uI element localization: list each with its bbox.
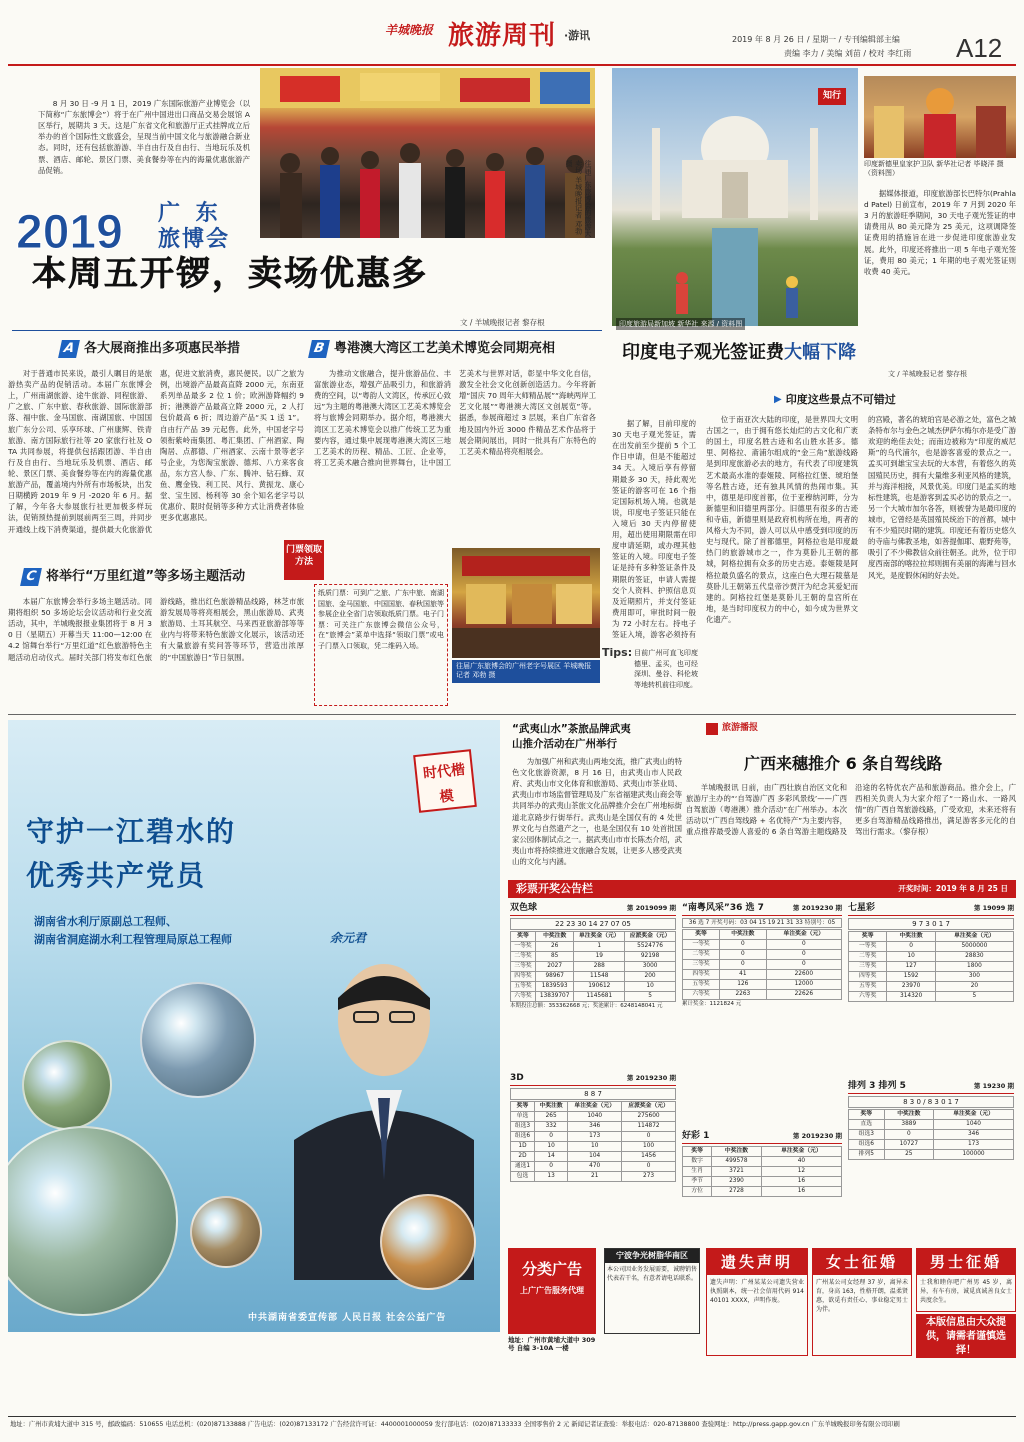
section-c-badge: C [20, 568, 42, 586]
fc3d-cell: 332 [534, 1122, 567, 1132]
expo-photo-caption: 往届广东旅博会的旅游大卖场 羊城晚报记者 邓勃 摄 [565, 160, 592, 237]
taj-mahal-photo [612, 68, 858, 326]
india-tips-text: 目前广州可直飞印度德里、孟买，也可经深圳、曼谷、科伦坡等地转机前往印度。 [634, 649, 698, 689]
fc3d-block [510, 1072, 676, 1182]
pl35-cell: 100000 [934, 1150, 1014, 1160]
qxc-row [849, 992, 1014, 1002]
guangxi-section-label [706, 722, 758, 735]
pl35-cell: 组选6 [849, 1140, 885, 1150]
pl35-issue: 第 19230 期 [973, 1081, 1014, 1090]
hy1-cell: 2390 [712, 1177, 762, 1187]
ad-subtitle-2: 湖南省洞庭湖水利工程管理局原总工程师 [34, 933, 232, 946]
taj-caption: 印度旅游局新加坡 新华社 来源 / 资料图 [616, 318, 745, 330]
qxc-cell: 28830 [935, 952, 1013, 962]
fc3d-name: 3D [510, 1073, 524, 1083]
hy1-cell: 16 [761, 1187, 841, 1197]
qxc-block [848, 902, 1014, 1002]
hy1-cell: 499578 [712, 1157, 762, 1167]
qxc-name: 七星彩 [848, 903, 876, 913]
qxc-cell: 1800 [935, 962, 1013, 972]
ssq-block [510, 902, 676, 1010]
india-headline [622, 340, 856, 366]
fc3d-issue: 第 2019230 期 [626, 1073, 676, 1082]
ad-sponsor: 中共湖南省委宣传部 人民日报 社会公益广告 [248, 1313, 447, 1323]
section-b-title: 粤港澳大湾区工艺美术博览会同期亮相 [334, 341, 556, 356]
ssq-cell: 二等奖 [511, 952, 536, 962]
qxc-cell: 四等奖 [849, 972, 887, 982]
fc3d-cell: 104 [568, 1152, 622, 1162]
class-notice: 本版信息由大众提供，请需者谨慎选择！ [916, 1314, 1016, 1358]
qxc-cell: 23970 [887, 982, 935, 992]
pl35-cell: 10727 [884, 1140, 933, 1150]
ssq-cell: 98967 [535, 972, 573, 982]
expo-headline: 本周五开锣，卖场优惠多 [32, 254, 428, 294]
ssq-cell: 四等奖 [511, 972, 536, 982]
ssq-cell: 1145681 [574, 992, 625, 1002]
pl35-cell: 346 [934, 1130, 1014, 1140]
hy1-cell: 季节 [683, 1177, 712, 1187]
pl35-numbers: 8 3 0 / 8 3 0 1 7 [848, 1096, 1014, 1108]
qxc-row [849, 952, 1014, 962]
pl35-row [849, 1130, 1014, 1140]
ssq-note: 本期投注总额：353362668 元；奖池累计：6248148041 元 [510, 1003, 663, 1010]
india-byline: 文 / 羊城晚报记者 黎存根 [888, 370, 968, 378]
wuyi-title [512, 722, 684, 752]
fc3d-cell: 0 [622, 1132, 676, 1142]
pl35-table [848, 1109, 1014, 1160]
section-a-heading [60, 340, 240, 359]
qxc-cell: 0 [887, 942, 935, 952]
fc3d-cell: 0 [622, 1162, 676, 1172]
subsection-title: ·游讯 [564, 29, 591, 42]
qxc-row [849, 942, 1014, 952]
bubble-photo-4 [190, 1196, 262, 1268]
expo-photo-2 [452, 548, 600, 658]
guard-photo [864, 76, 1016, 158]
nfcy-header-cell: 奖等 [683, 930, 720, 940]
india-headline-b: 大幅下降 [784, 342, 856, 363]
lost-text: 遗失声明：广州某某公司遗失营业执照副本，统一社会信用代码 91440101 XXXX，声明作废。 [710, 1279, 804, 1304]
qxc-cell: 20 [935, 982, 1013, 992]
company-title: 宁波争光树脂华南区 [605, 1249, 699, 1263]
pl35-cell: 组选3 [849, 1130, 885, 1140]
nfcy-row [683, 950, 842, 960]
issue-date: 2019 年 8 月 26 日 / 星期一 / 专刊编辑部主编 [732, 35, 900, 44]
nfcy-cell: 0 [766, 950, 841, 960]
ssq-cell: 2027 [535, 962, 573, 972]
nfcy-row [683, 970, 842, 980]
hy1-cell: 3721 [712, 1167, 762, 1177]
nfcy-cell: 126 [720, 980, 767, 990]
pl35-row [849, 1120, 1014, 1130]
pl35-header-cell: 中奖注数 [884, 1110, 933, 1120]
india-lead: 据媒体报道，印度旅游部长巴特尔(Prahlad Patel) 日前宣布，2019 年 7 月到 2020 年 3 月的旅游旺季期间，30 天电子观光签证的申请费用从 80 美元降为 25 美元，这项调降签证费用的措施旨在进一步促进印度旅游业发展。此外，印度还将推出一项 5 年电子观光签证，费用 80 美元；1 年期的电子观光签证则收费 40 美元。 [864, 189, 1016, 276]
india-sub-title: 印度这些景点不可错过 [785, 393, 896, 406]
fc3d-cell: 100 [622, 1142, 676, 1152]
nfcy-header-cell: 中奖注数 [720, 930, 767, 940]
pl35-cell: 25 [884, 1150, 933, 1160]
fc3d-row [511, 1172, 676, 1182]
section-a-text: 对于普通市民来说，最引人瞩目的是旅游热卖产品的促销活动。本届广东旅博会上，广州南湖旅游、途牛旅游、同程旅游、广之旅、广东中旅、春秋旅游、国际旅游部落、福中旅、金马国旅、南湖国旅、中国国旅广东分公司、乐享环球、广州康辉、铁青旅游、南方国际旅行社等 20 家旅行社及 OTA 共同参展，将提供包括跟团游、半自由行及自由行、当地玩乐及机票、酒店、邮轮、景区门票、美食餐券等在内的海量优惠旅游产品，覆盖境内外所有市场板块，出发日期横跨 2019 年 9 月 -2020 年 6 月。据了解，今年各大参展旅行社更加极多样玩法，促销预热提前到展前两至三周，并同步开通线上线下消费渠道，提供最大化旅游优惠，促进文旅消费，惠民便民。以广之旅为例，出境游产品最高直降 2000 元，东南亚系列单品最多 2 位 1 价；欧洲游降幅约 9 折；港澳游产品最高立降 2000 元，2 人打包价最高 6 折；周边游产品“买 1 送 1”。自由行产品 39 元起售。此外，中国老字号领衔紫岭南集团、粤汇集团、广州酒家、陶陶居、点都德、广州酒家、云南十景等老字号企业，为您淘宝旅游、德邦、八方来客食品，东方宫人参、广东、腾冲、钻石蜂、双鱼、鹰金钱、利工民、风行、黄振龙、康心堂、宝生园、杨利等 30 余个知名老字号以优惠价、限时促销等多种方式让消费者体验更多优惠惠民。 [8, 369, 304, 534]
ssq-header-cell: 中奖注数 [535, 932, 573, 942]
qxc-cell: 三等奖 [849, 962, 887, 972]
fc3d-cell: 21 [568, 1172, 622, 1182]
hy1-cell: 方位 [683, 1187, 712, 1197]
fc3d-cell: 1D [511, 1142, 535, 1152]
fc3d-cell: 2D [511, 1152, 535, 1162]
female-text: 广州某公司女经理 37 岁，离异未育，身高 163，性格开朗，温柔贤惠，欲觅有责任心、事业稳定男士为伴。 [816, 1279, 908, 1313]
class-main-box [508, 1248, 596, 1334]
fc3d-numbers: 8 8 7 [510, 1088, 676, 1100]
qxc-cell: 5 [935, 992, 1013, 1002]
section-b-heading [310, 340, 555, 359]
male-text: 士我和睦你吧广州男 45 岁，离异，有车有房，诚觅真诚善良女士共度余生。 [920, 1279, 1012, 1304]
masthead-rule [8, 64, 1016, 66]
ad-subtitle-1: 湖南省水利厅原副总工程师、 [34, 915, 177, 928]
bubble-photo-3 [8, 1126, 178, 1316]
lottery-header [508, 880, 1016, 898]
ssq-cell: 三等奖 [511, 962, 536, 972]
expo-intro: 8 月 30 日 -9 月 1 日，2019 广东国际旅游产业博览会（以下简称“广东旅博会”）将于在广州中国进出口商品交易会展馆 A 区举行，展期共 3 天。这是广东省文化和旅游厅正式挂牌成立后举办的首个国际性文旅盛会，呈现当前中国文化与旅游融合新业态。同时，还有包括旅游游、半自由行及自由行、当地玩乐及机票、酒店、邮轮、景区门票、美食餐券等在内的海量优惠旅游产品促销。 [38, 99, 250, 175]
ssq-cell: 六等奖 [511, 992, 536, 1002]
india-headline-a: 印度电子观光签证费 [622, 342, 784, 363]
qxc-cell: 一等奖 [849, 942, 887, 952]
ssq-cell: 288 [574, 962, 625, 972]
ssq-header-cell: 奖等 [511, 932, 536, 942]
fc3d-row [511, 1112, 676, 1122]
hy1-row [683, 1167, 842, 1177]
hy1-row [683, 1187, 842, 1197]
nfcy-row [683, 940, 842, 950]
flag-icon [706, 723, 718, 735]
ssq-cell: 1 [574, 942, 625, 952]
triangle-icon: ▶ [774, 393, 782, 405]
section-b-badge: B [308, 340, 330, 358]
nfcy-cell: 0 [766, 960, 841, 970]
fc3d-row [511, 1152, 676, 1162]
ticket-text: 纸质门票：可到广之旅、广东中旅、南湖国旅、金马国旅、中国国旅、春秋国旅等参展企业全省门店领取纸质门票。电子门票：可关注广东旅博会微信公众号，在“旅博会”菜单中选择“领取门票”或电子门票入口领取，凭二维码入场。 [314, 584, 448, 706]
pl35-cell: 1040 [934, 1120, 1014, 1130]
nfcy-cell: 0 [720, 960, 767, 970]
mid-rule [8, 714, 1016, 715]
ssq-cell: 190612 [574, 982, 625, 992]
fc3d-cell: 1040 [568, 1112, 622, 1122]
qxc-header-cell: 奖等 [849, 932, 887, 942]
fc3d-cell: 单选 [511, 1112, 535, 1122]
hy1-header-cell: 奖等 [683, 1147, 712, 1157]
section-b-text: 为推动文旅融合，提升旅游品位、丰富旅游业态，增强产品吸引力，和旅游消费的空间，以“粤韵人文湾区，传承匠心致远”为主题的粤港澳大湾区工艺美术博览会将与旅博会同期举办。据介绍，粤港澳大湾区工艺美术博览会以推广传统工艺为重要内容，通过集中展现粤港澳大湾区三地工艺美术的历程、精品、工匠、企业等，将工艺美术融合推向世界舞台，让中国工艺美术与世界对话，彰显中华文化自信，激发全社会文化创新创造活力。今年将新增“国庆 70 周年大师精品展”“海峡两岸工艺文化展”“粤港澳大湾区文创展览”等。据悉，参展商超过 3 层展，来自广东省各地及国内外近 3000 件精品艺术作品将于展会期间展出，同时一批具有广东特色的工艺美术精品将亮相展会。 [314, 369, 596, 467]
ssq-cell: 92198 [625, 952, 676, 962]
qxc-row [849, 982, 1014, 992]
fc3d-cell: 通选1 [511, 1162, 535, 1172]
nfcy-cell: 二等奖 [683, 950, 720, 960]
nfcy-row [683, 980, 842, 990]
ssq-name: 双色球 [510, 903, 538, 913]
qxc-header-cell: 单注奖金（元） [935, 932, 1013, 942]
fc3d-cell: 组选6 [511, 1132, 535, 1142]
ad-seal: 时代楷模 [413, 749, 477, 813]
ssq-row [511, 982, 676, 992]
lost-box [706, 1248, 808, 1356]
nfcy-cell: 五等奖 [683, 980, 720, 990]
wuyi-title-1: “武夷山水”茶旅品牌武夷 [512, 723, 631, 735]
fc3d-cell: 114872 [622, 1122, 676, 1132]
hy1-header-cell: 中奖注数 [712, 1147, 762, 1157]
nfcy-cell: 22626 [766, 990, 841, 1000]
pl35-cell: 排列5 [849, 1150, 885, 1160]
fc3d-cell: 0 [534, 1162, 567, 1172]
nfcy-cell: 0 [720, 950, 767, 960]
qxc-cell: 300 [935, 972, 1013, 982]
wuyi-title-2: 山推介活动在广州举行 [512, 738, 617, 751]
nfcy-row [683, 990, 842, 1000]
ssq-table [510, 931, 676, 1002]
female-box [812, 1248, 912, 1356]
fc3d-header-cell: 应派奖金（元） [622, 1102, 676, 1112]
ssq-header-cell: 应派奖金（元） [625, 932, 676, 942]
expo-title-year: 2019 [16, 206, 123, 259]
section-title: 旅游周刊 [448, 21, 557, 51]
fc3d-row [511, 1142, 676, 1152]
expo-title-bottom: 旅博会 [158, 227, 231, 252]
ssq-cell: 五等奖 [511, 982, 536, 992]
guangxi-title: 广西来穗推介 6 条自驾线路 [744, 754, 943, 773]
ssq-cell: 3000 [625, 962, 676, 972]
hy1-cell: 16 [761, 1177, 841, 1187]
ad-name: 余元君 [330, 931, 367, 945]
bubble-photo-2 [22, 1040, 112, 1130]
qxc-table [848, 931, 1014, 1002]
qxc-issue: 第 19099 期 [973, 903, 1014, 912]
ssq-cell: 13839707 [535, 992, 573, 1002]
fc3d-cell: 13 [534, 1172, 567, 1182]
bubble-photo-5 [380, 1194, 476, 1290]
nfcy-table [682, 929, 842, 1000]
guard-caption: 印度新德里皇家护卫队 新华社记者 毕晓洋 摄（资料图） [864, 160, 1004, 178]
wuyi-text: 为加强广州和武夷山两地交流，推广武夷山的特色文化旅游资源，8 月 16 日，由武夷山市人民政府、武夷山市文化体育和旅游局、武夷山市茶业局、武夷山市市场监督管理局及广东省福建武夷山商会等共同举办的武夷山茶旅文化品牌推介会在广州地标街道北京路步行街举行。武夷山是全国仅有的 4 处世界文化与自然遗产之一，也是全国仅有 10 处首批国家公园体制试点之一。据武夷山市市长陈杰介绍，武夷山市将持续推进文旅融合发展，让更多人感受武夷山的文化与内涵。 [512, 757, 682, 866]
fc3d-cell: 10 [534, 1142, 567, 1152]
hy1-issue: 第 2019230 期 [792, 1131, 842, 1140]
class-main-sub: 上广广告服务代理 [520, 1285, 584, 1295]
qxc-cell: 二等奖 [849, 952, 887, 962]
qxc-numbers: 9 7 3 0 1 7 [848, 918, 1014, 930]
guard-illustration [864, 76, 1016, 158]
nfcy-name: “南粤风采”36 选 7 [682, 903, 764, 913]
qxc-cell: 六等奖 [849, 992, 887, 1002]
fc3d-header-cell: 中奖注数 [534, 1102, 567, 1112]
ticket-label: 门票领取方法 [284, 540, 324, 580]
nfcy-note: 累计奖金：1121824 元 [682, 1001, 742, 1008]
india-sub-heading [774, 392, 896, 408]
nfcy-cell: 四等奖 [683, 970, 720, 980]
ssq-row [511, 972, 676, 982]
ssq-cell: 一等奖 [511, 942, 536, 952]
qxc-cell: 1592 [887, 972, 935, 982]
page-number: A12 [956, 33, 1003, 63]
qxc-cell: 5000000 [935, 942, 1013, 952]
ssq-issue: 第 2019099 期 [626, 903, 676, 912]
ssq-cell: 19 [574, 952, 625, 962]
hy1-block [682, 1130, 842, 1197]
ssq-numbers: 22 23 30 14 27 07 05 [510, 918, 676, 930]
hy1-name: 好彩 1 [682, 1131, 710, 1141]
section-c-heading [22, 568, 245, 587]
fc3d-row [511, 1132, 676, 1142]
ssq-row [511, 942, 676, 952]
nfcy-cell: 22600 [766, 970, 841, 980]
qxc-cell: 127 [887, 962, 935, 972]
nfcy-cell: 12000 [766, 980, 841, 990]
taj-mahal-illustration [612, 68, 858, 326]
class-main-title: 分类广告 [521, 1260, 582, 1278]
old-brand-stall-illustration [452, 548, 600, 658]
lottery-title: 彩票开奖公告栏 [516, 882, 593, 896]
lottery-date: 开奖时间：2019 年 8 月 25 日 [898, 883, 1008, 893]
hy1-cell: 2728 [712, 1187, 762, 1197]
fc3d-header-cell: 单注奖金（元） [568, 1102, 622, 1112]
expo-title-block [12, 192, 612, 300]
ssq-row [511, 952, 676, 962]
ssq-cell: 5524776 [625, 942, 676, 952]
female-title: 女士征婚 [813, 1249, 911, 1275]
hy1-cell: 12 [761, 1167, 841, 1177]
india-col3: 的宫殿，著名的琥珀宫是必游之处，富色之城条特布尔与金色之城杰伊萨尔梅尔亦是受广游欢迎的绝佳去处；而南边被称为“印度的威尼斯”的乌代浦尔，也是游客喜爱的景点之一。孟买可到雄宝宝去玩的大本营，有着悠久的英国殖民历史，拥有大量维多利亚风格的建筑，并与海洋相接，风景优美。印度门是孟买的地标性建筑，也是游客到孟买必访的景点之一。另一个大城市加尔各答，则被誉为是最印度的城市，它曾经是英国殖民统治下的首都，城中有不少殖民时期的建筑。印度还有着历史悠久的寺庙与佛教圣地，如菩提伽耶、鹿野苑等，吸引了不少佛教信众前往朝圣。此外，位于印度西南部的喀拉拉邦则拥有美丽的海滩与回水风光，是度假休闲的好去处。 [868, 415, 1016, 580]
fc3d-cell: 275600 [622, 1112, 676, 1122]
qxc-cell: 314320 [887, 992, 935, 1002]
hy1-cell: 40 [761, 1157, 841, 1167]
pl35-name: 排列 3 排列 5 [848, 1081, 906, 1091]
fc3d-cell: 1456 [622, 1152, 676, 1162]
qxc-row [849, 972, 1014, 982]
hy1-table [682, 1146, 842, 1197]
nfcy-block [682, 902, 842, 1009]
ssq-cell: 85 [535, 952, 573, 962]
fc3d-cell: 273 [622, 1172, 676, 1182]
fc3d-header-cell: 奖等 [511, 1102, 535, 1112]
nfcy-cell: 0 [720, 940, 767, 950]
nfcy-cell: 六等奖 [683, 990, 720, 1000]
pl35-block [848, 1080, 1014, 1160]
section-a-badge: A [58, 340, 80, 358]
guangxi-text: 羊城晚报讯 日前，由广西壮族自治区文化和旅游厅主办的“‘自驾游广西 多彩风景线’——广西自驾旅游（粤港澳）推介活动”在广州举办。本次活动以“广西自驾线路 + 名优特产”为主要内容，重点推荐最受游人喜爱的 6 条自驾游主题线路及沿途的名特优农产品和旅游商品。推介会上，广西相关负责人为大家介绍了“一路山水、一路风情”的广西自驾旅游线路，广受欢迎，未来还将有更多自驾游精品线路推出，满足游客多元化的自驾出行需求。（黎存根） [686, 783, 1016, 837]
fc3d-cell: 14 [534, 1152, 567, 1162]
ad-title-2: 优秀共产党员 [26, 859, 207, 892]
hy1-header-cell: 单注奖金（元） [761, 1147, 841, 1157]
pl35-cell: 3889 [884, 1120, 933, 1130]
pl35-cell: 0 [884, 1130, 933, 1140]
company-text: 本公司因业务发展需要，诚聘销售代表若干名，有意者请电话联系。 [607, 1265, 698, 1282]
class-address: 地址：广州市黄埔大道中 309 号 自编 3-10A 一楼 [508, 1336, 596, 1353]
ssq-cell: 26 [535, 942, 573, 952]
qxc-cell: 五等奖 [849, 982, 887, 992]
model-ad [8, 720, 500, 1332]
india-tips-label: Tips: [602, 646, 633, 659]
pl35-header-cell: 单注奖金（元） [934, 1110, 1014, 1120]
india-col2: 位于南亚次大陆的印度，是世界四大文明古国之一，由于拥有悠长灿烂的古文化和广袤的国土，印度名胜古迹和名山胜水甚多。德里、阿格拉、斋浦尔组成的“金三角”旅游线路是到印度旅游必去的地方，有代表了印度建筑艺术最高水准的泰姬陵、阿格拉红堡、琥珀堡等名胜古迹，还有独具风情的热闹市集。其中，德里是印度首都，位于亚穆纳河畔，分为新德里和旧德里两部分。旧德里有很多的古迹和寺庙，新德里则是政府机构所在地，两者的风格大为不同，游人可以从中感受到印度的历史与现代。除了首都德里，阿格拉也是印度最热门的旅游城市之一，作为莫卧儿王朝的都城，阿格拉拥有众多的历史古迹。泰姬陵是阿格拉最负盛名的景点，这座白色大理石陵墓是莫卧儿王朝第五代皇帝沙贾汗为纪念其爱妃而建的。阿格拉红堡是莫卧儿王朝的皇宫所在地，是当时印度权力的中心，如今成为世界文化遗产。 [706, 415, 858, 624]
nfcy-cell: 41 [720, 970, 767, 980]
expo-photo-2-caption: 往届广东旅博会的广州老字号展区 羊城晚报记者 邓勃 摄 [452, 660, 600, 683]
nfcy-cell: 三等奖 [683, 960, 720, 970]
pl35-cell: 直选 [849, 1120, 885, 1130]
ssq-cell: 1839593 [535, 982, 573, 992]
ssq-row [511, 992, 676, 1002]
footer-rule [8, 1416, 1016, 1417]
expo-byline: 文 / 羊城晚报记者 黎存根 [460, 318, 545, 327]
fc3d-cell: 346 [568, 1122, 622, 1132]
paper-logo: 羊城晚报 [385, 23, 434, 37]
fc3d-cell: 470 [568, 1162, 622, 1172]
section-a-title: 各大展商推出多项惠民举措 [84, 341, 241, 356]
nfcy-row [683, 960, 842, 970]
india-col1: 据了解，目前印度的 30 天电子观光签证，需在出发前至少提前 5 个工作日申请，但是不能超过 34 天。入境后享有停留期最多 30 天，持此观光签证的游客可在 16 个指定国际机场入境。也就是说，印度电子签证只能在入境后 30 天内停留使用，超出使用期限需在印度申请延期，或办理其他签证的入境。印度电子签证是持有多种签证条件及期限的签证，申请人需提交个人资料、护照信息页及近期照片，并支付签证费用即可，审批时间一般为 72 小时左右。持电子签证入境，游客必须持有 [612, 419, 696, 640]
ad-title-1: 守护一江碧水的 [26, 815, 237, 848]
expo-title-top: 广 东 [158, 201, 222, 226]
pl35-row [849, 1150, 1014, 1160]
hy1-cell: 生肖 [683, 1167, 712, 1177]
nfcy-numbers: 36 选 7 开奖号码：03 04 15 19 21 31 33 特别号：05 [682, 918, 842, 928]
zhixing-badge: 知行 [818, 88, 846, 105]
nfcy-cell: 一等奖 [683, 940, 720, 950]
pl35-header-cell: 奖等 [849, 1110, 885, 1120]
pl35-row [849, 1140, 1014, 1150]
ssq-header-cell: 单注奖金（元） [574, 932, 625, 942]
nfcy-cell: 2263 [720, 990, 767, 1000]
footer-text: 地址：广州市黄埔大道中 315 号，邮政编码：510655 电话总机：(020)87133888 广告电话：(020)87133172 广告经营许可证：4400001000059 发行部电话：(020)87133333 全国零售价 2 元 新闻记者证查验：举报电话：020-87138800 查验网址：http://press.gapp.gov.cn 广东羊城晚报印务有限公司印刷 [10, 1421, 900, 1428]
fc3d-cell: 10 [568, 1142, 622, 1152]
fc3d-cell: 265 [534, 1112, 567, 1122]
fc3d-row [511, 1162, 676, 1172]
expo-byline-rule [12, 330, 602, 331]
nfcy-header-cell: 单注奖金（元） [766, 930, 841, 940]
male-title: 男士征婚 [917, 1249, 1015, 1275]
pl35-cell: 173 [934, 1140, 1014, 1150]
ssq-cell: 5 [625, 992, 676, 1002]
editors: 责编 李力 / 美编 刘苗 / 校对 李红雨 [784, 49, 912, 58]
fc3d-cell: 0 [534, 1132, 567, 1142]
hy1-row [683, 1177, 842, 1187]
qxc-cell: 10 [887, 952, 935, 962]
company-box [604, 1248, 700, 1334]
masthead [0, 0, 1024, 64]
nfcy-issue: 第 2019230 期 [792, 903, 842, 912]
qxc-row [849, 962, 1014, 972]
ssq-cell: 200 [625, 972, 676, 982]
fc3d-table [510, 1101, 676, 1182]
section-c-title: 将举行“万里红道”等多场主题活动 [46, 569, 246, 584]
hy1-cell: 数字 [683, 1157, 712, 1167]
male-box [916, 1248, 1016, 1312]
nfcy-cell: 0 [766, 940, 841, 950]
guangxi-section-text: 旅游播报 [722, 723, 759, 733]
fc3d-cell: 组选3 [511, 1122, 535, 1132]
bubble-photo-1 [140, 982, 256, 1098]
ssq-cell: 11548 [574, 972, 625, 982]
ssq-cell: 10 [625, 982, 676, 992]
qxc-header-cell: 中奖注数 [887, 932, 935, 942]
fc3d-cell: 包选 [511, 1172, 535, 1182]
section-c-text: 本届广东旅博会举行多场主题活动。同期将组织 50 多场论坛会议活动和行业交流活动，其中，羊城晚报报业集团将于 8 月 30 日（星期五）开幕当天 11:00—12:00 在 4.2 馆舞台举行“万里红道”红色旅游特色主题活动启动仪式。届时关部门将发布红色旅游线路，推出红色旅游精品线路，林芝市旅游发展局等将亮相展会，黑山旅游局、武夷旅游局、土耳其航空、马来西亚旅游部等等业内与将带来特色旅游文化展示，该活动还有大量旅游有奖问答等环节，营造出浓厚的“中国旅游日”节日氛围。 [8, 597, 304, 662]
hy1-row [683, 1157, 842, 1167]
lost-title: 遗失声明 [707, 1249, 807, 1275]
fc3d-row [511, 1122, 676, 1132]
ssq-row [511, 962, 676, 972]
fc3d-cell: 173 [568, 1132, 622, 1142]
